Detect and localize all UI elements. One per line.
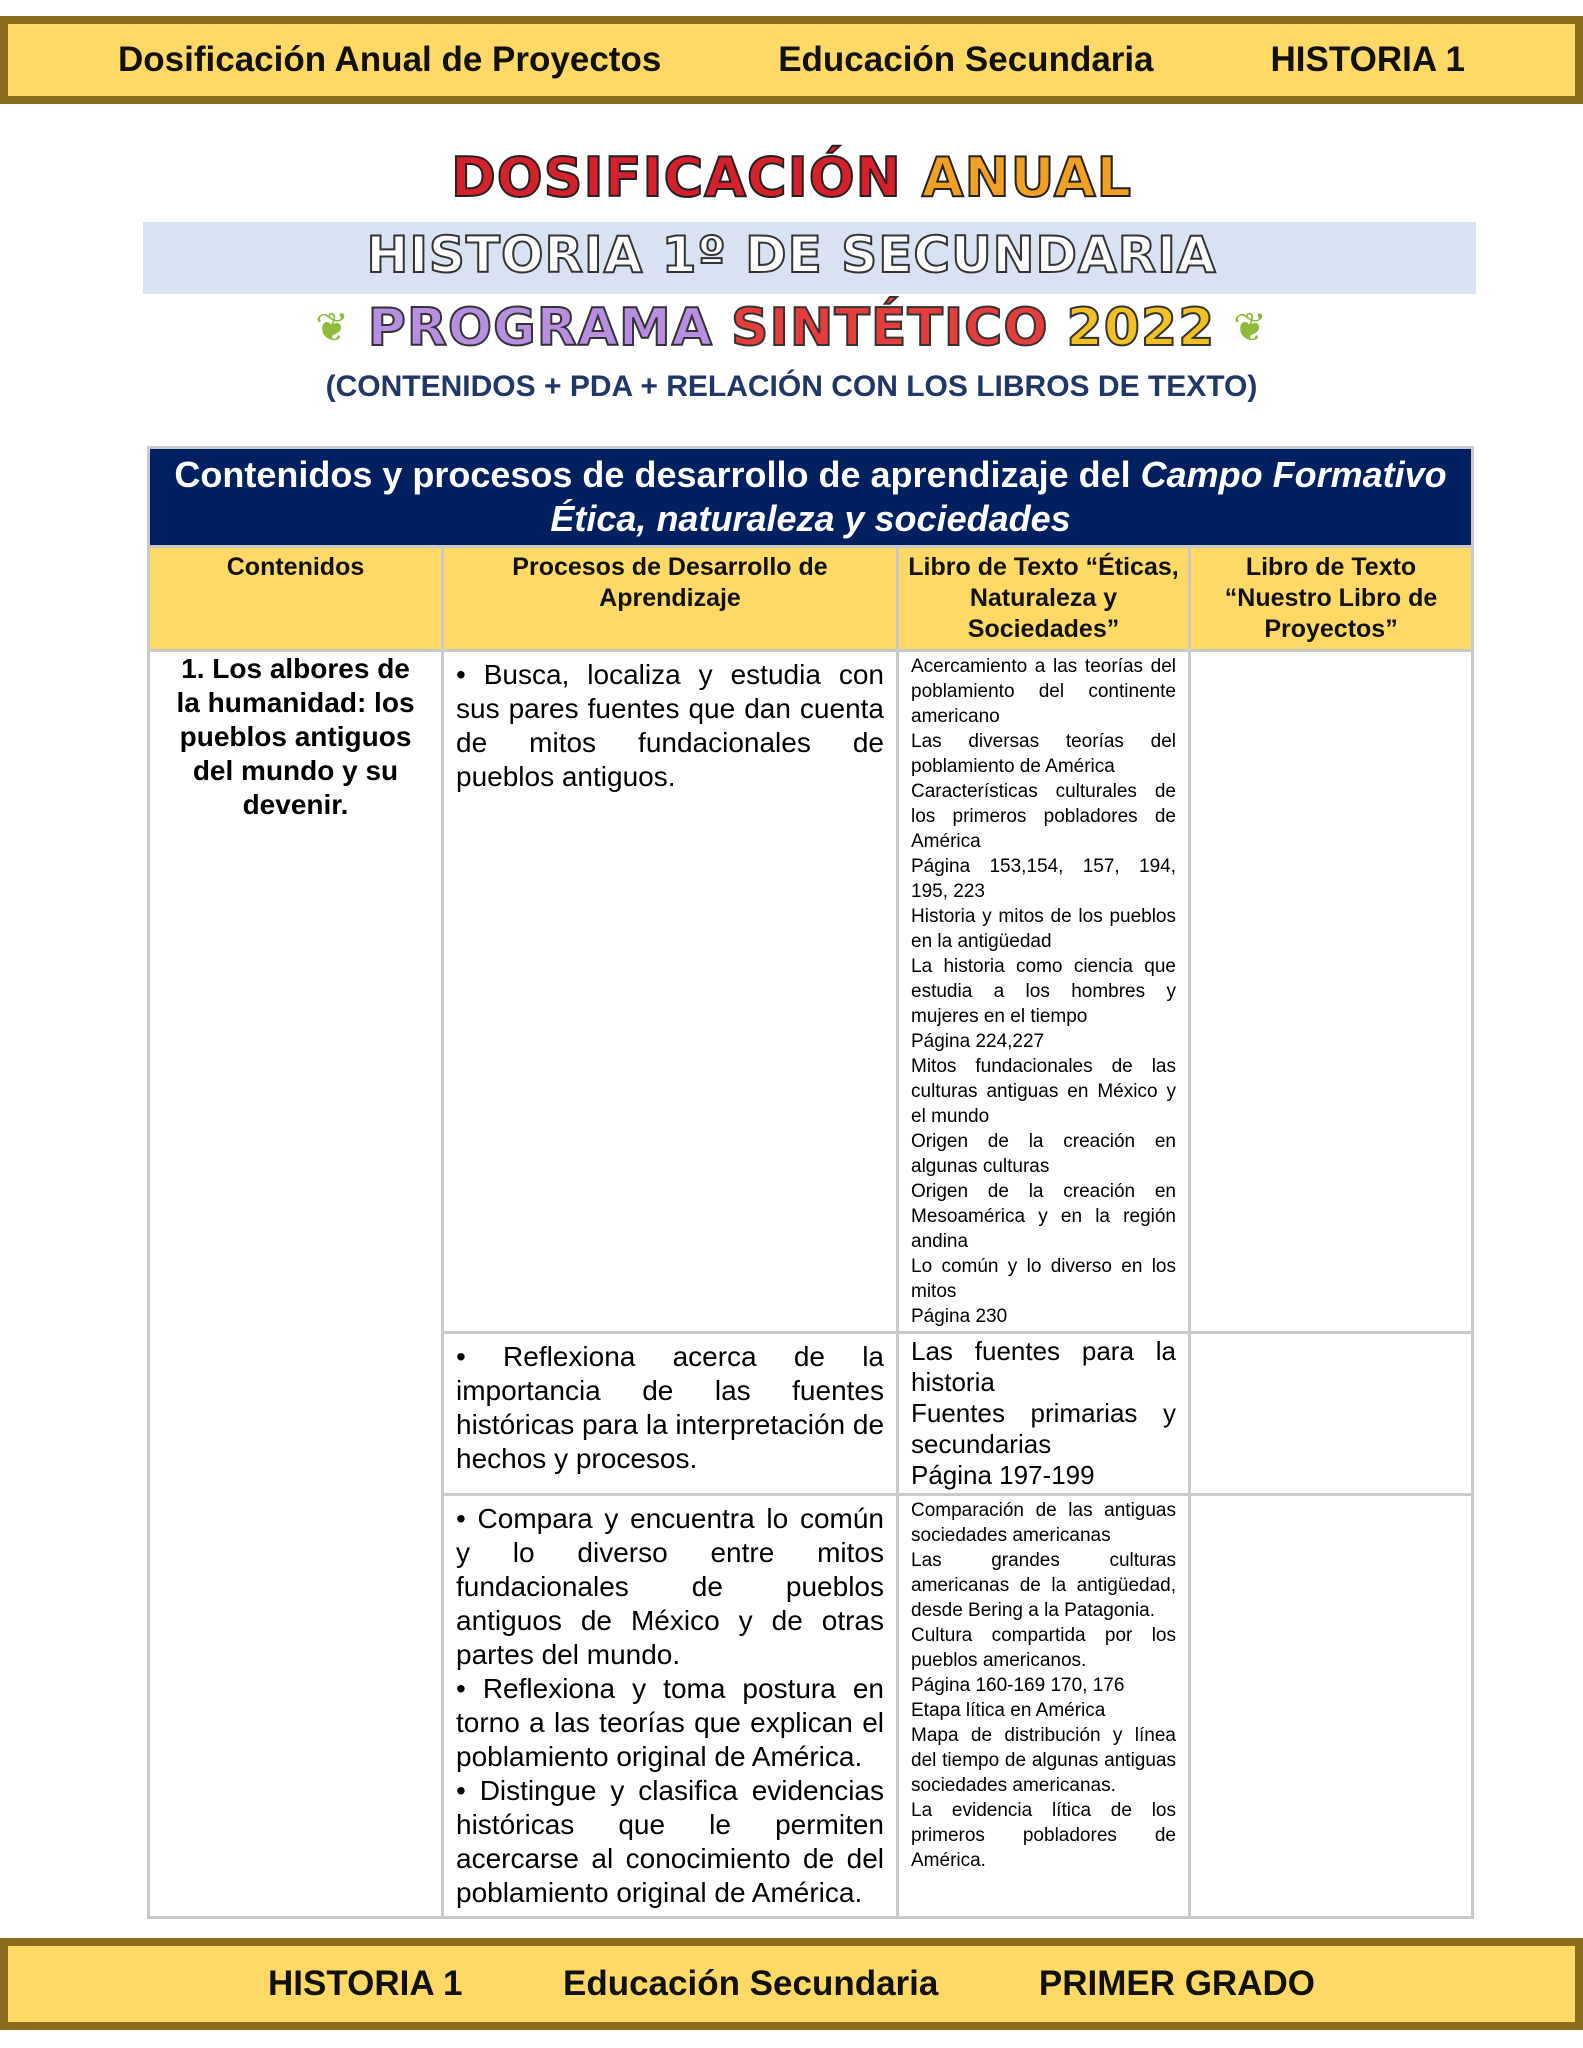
pda-item: • Reflexiona acerca de la importancia de las fuentes históricas para la interpretación de hechos y procesos. bbox=[456, 1341, 885, 1474]
pda-item: • Compara y encuentra lo común y lo diverso entre mitos fundacionales de pueblos antiguos de México y de otras partes del mundo. bbox=[456, 1503, 884, 1670]
libro-line: Historia y mitos de los pueblos en la antigüedad bbox=[911, 906, 1176, 952]
header-right: HISTORIA 1 bbox=[1270, 40, 1465, 79]
libro-line: La historia como ciencia que estudia a los hombres y mujeres en el tiempo bbox=[911, 956, 1176, 1027]
title-programa bbox=[0, 298, 1583, 358]
column-header-libro-proyectos: Libro de Texto “Nuestro Libro de Proyectos” bbox=[1190, 547, 1473, 651]
pda-cell bbox=[443, 1333, 898, 1495]
title-programa-word: PROGRAMA bbox=[367, 298, 714, 358]
table-title-plain: Contenidos y procesos de desarrollo de aprendizaje del bbox=[174, 454, 1141, 495]
contenido-cell: 1. Los albores de la humanidad: los pueblos antiguos del mundo y su devenir. bbox=[149, 651, 443, 1918]
column-header-row bbox=[149, 547, 1473, 651]
libro-line: Mitos fundacionales de las culturas antiguas en México y el mundo bbox=[911, 1056, 1176, 1127]
libro-line: Cultura compartida por los pueblos americanos. bbox=[911, 1625, 1176, 1671]
sprout-icon: ❦ bbox=[1233, 305, 1268, 351]
libro-line: Las grandes culturas americanas de la antigüedad, desde Bering a la Patagonia. bbox=[911, 1550, 1176, 1621]
libro-line: Página 197-199 bbox=[911, 1460, 1095, 1490]
libro-line: Acercamiento a las teorías del poblamiento del continente americano bbox=[911, 656, 1176, 727]
libro-line: Página 160-169 170, 176 bbox=[911, 1675, 1125, 1696]
libro-line: Comparación de las antiguas sociedades americanas bbox=[911, 1500, 1176, 1546]
footer-center: Educación Secundaria bbox=[562, 1964, 939, 2003]
column-header-pda: Procesos de Desarrollo de Aprendizaje bbox=[443, 547, 898, 651]
libro-line: Origen de la creación en Mesoamérica y en la región andina bbox=[911, 1181, 1176, 1252]
libro-line: Fuentes primarias y secundarias bbox=[911, 1398, 1176, 1459]
libro-line: Página 224,227 bbox=[911, 1031, 1045, 1052]
libro-line: Página 230 bbox=[911, 1306, 1008, 1327]
header-center: Educación Secundaria bbox=[778, 40, 1154, 79]
table-title bbox=[149, 448, 1473, 547]
libro-cell bbox=[898, 1495, 1190, 1918]
title-anual-word: ANUAL bbox=[921, 146, 1133, 209]
header-left: Dosificación Anual de Proyectos bbox=[118, 40, 662, 79]
libro-cell bbox=[898, 651, 1190, 1333]
libro-line: Las fuentes para la historia bbox=[911, 1336, 1176, 1397]
libro-line: La evidencia lítica de los primeros pobladores de América. bbox=[911, 1800, 1176, 1871]
title-historia: HISTORIA 1º DE SECUNDARIA bbox=[366, 226, 1217, 284]
libro-line: Lo común y lo diverso en los mitos bbox=[911, 1256, 1176, 1302]
pda-item: • Reflexiona y toma postura en torno a las teorías que explican el poblamiento original de América. bbox=[456, 1673, 884, 1772]
table-row bbox=[149, 651, 1473, 1333]
table-title-italic: Campo Formativo Ética, naturaleza y sociedades bbox=[550, 454, 1447, 539]
contents-table bbox=[147, 446, 1474, 1919]
header-band bbox=[0, 16, 1583, 104]
table-title-row bbox=[149, 448, 1473, 547]
title-description: (CONTENIDOS + PDA + RELACIÓN CON LOS LIBROS DE TEXTO) bbox=[325, 370, 1258, 403]
pda-item: • Busca, localiza y estudia con sus pares fuentes que dan cuenta de mitos fundacionales de pueblos antiguos. bbox=[456, 659, 884, 792]
libro-line: Características culturales de los primeros pobladores de América bbox=[911, 781, 1176, 852]
footer-left: HISTORIA 1 bbox=[268, 1964, 463, 2003]
libro-line: Página 153,154, 157, 194, 195, 223 bbox=[911, 856, 1176, 902]
libro-line: Origen de la creación en algunas culturas bbox=[911, 1131, 1176, 1177]
libro-cell bbox=[898, 1333, 1190, 1495]
footer-band bbox=[0, 1938, 1583, 2030]
footer-right: PRIMER GRADO bbox=[1038, 1964, 1315, 2003]
column-header-contenidos: Contenidos bbox=[149, 547, 443, 651]
title-dosificacion bbox=[0, 146, 1583, 209]
libro-line: Mapa de distribución y línea del tiempo de algunas antiguas sociedades americanas. bbox=[911, 1725, 1176, 1796]
pda-cell bbox=[443, 1495, 898, 1918]
proyectos-cell bbox=[1190, 1495, 1473, 1918]
title-dosificacion-word: DOSIFICACIÓN bbox=[450, 146, 902, 209]
libro-line: Las diversas teorías del poblamiento de América bbox=[911, 731, 1176, 777]
sprout-icon: ❦ bbox=[315, 305, 350, 351]
pda-cell bbox=[443, 651, 898, 1333]
proyectos-cell bbox=[1190, 1333, 1473, 1495]
title-sintetico-word: SINTÉTICO bbox=[731, 298, 1049, 358]
pda-item: • Distingue y clasifica evidencias históricas que le permiten acercarse al conocimiento de del poblamiento original de América. bbox=[456, 1775, 884, 1908]
title-year-word: 2022 bbox=[1066, 298, 1216, 358]
proyectos-cell bbox=[1190, 651, 1473, 1333]
column-header-libro-ens: Libro de Texto “Éticas, Naturaleza y Sociedades” bbox=[898, 547, 1190, 651]
libro-line: Etapa lítica en América bbox=[911, 1700, 1106, 1721]
